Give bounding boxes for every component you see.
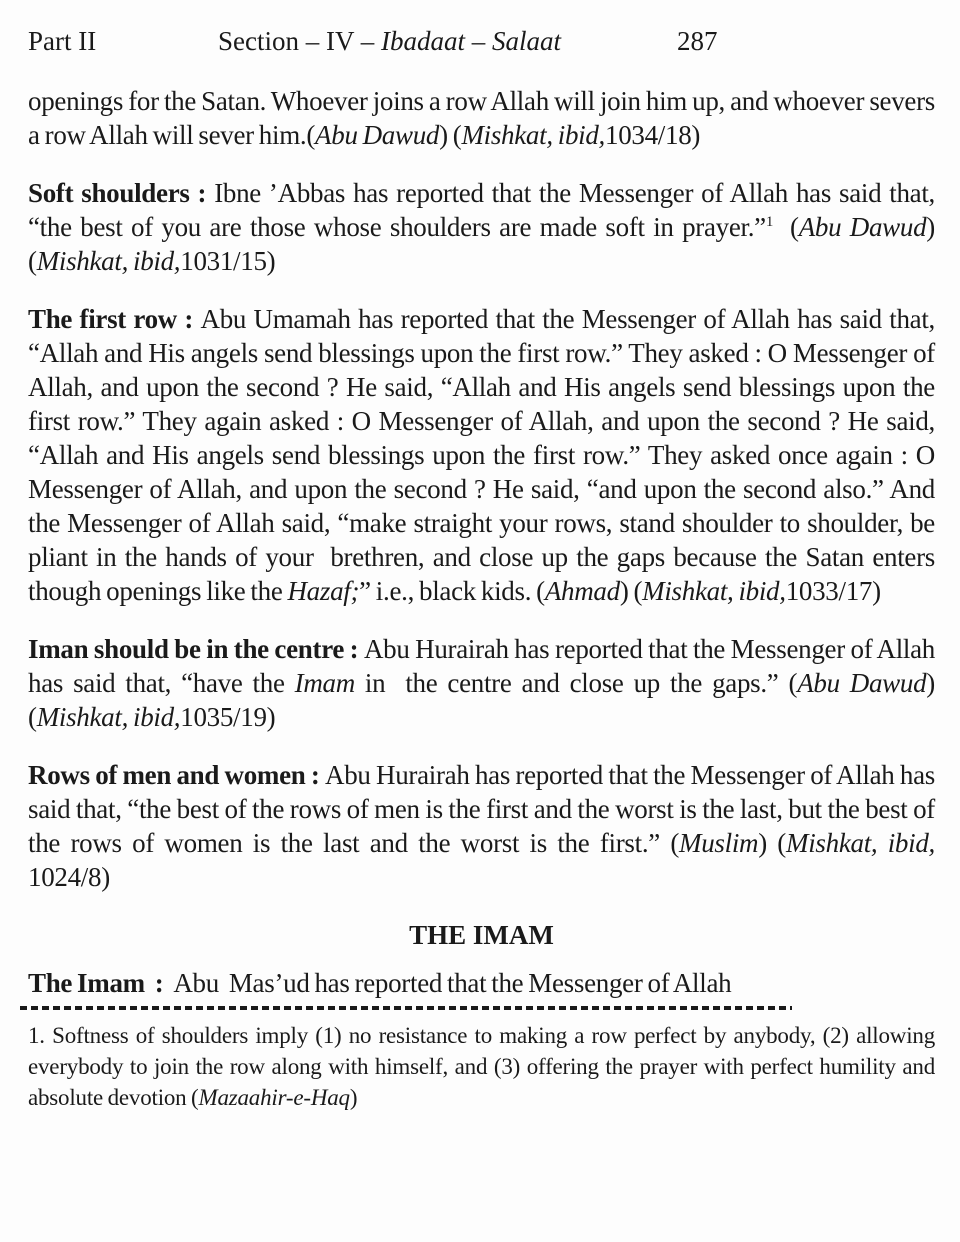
header-section-italic: Ibadaat – Salaat	[381, 26, 561, 56]
paragraph-soft-shoulders	[28, 176, 935, 278]
section-heading-the-imam: THE IMAM	[409, 920, 554, 950]
text-run: Hazaf;	[287, 576, 360, 606]
text-run: Abu Dawud	[798, 212, 927, 242]
paragraph-first-row	[28, 302, 935, 608]
text-run: 1033/17)	[785, 576, 881, 606]
footnote-text	[28, 1020, 935, 1113]
text-run: in the centre and close up the gaps.” (	[354, 668, 798, 698]
paragraph-iman-centre	[28, 632, 935, 734]
text-run: Abu Hurairah has reported that the Messenger of Allah has said that, “have the	[28, 634, 936, 698]
text-run: Mishkat, ibid,	[461, 120, 605, 150]
text-run: 1031/15)	[180, 246, 276, 276]
text-run: ) (	[28, 668, 935, 732]
text-run: Muslim	[679, 828, 759, 858]
text-run: Soft shoulders :	[28, 178, 215, 208]
text-run: Rows of men and women :	[28, 760, 325, 790]
page-body	[28, 84, 935, 1113]
text-run: ) (	[28, 212, 935, 276]
text-run: (	[773, 212, 799, 242]
text-run: Abu Mas’ud has reported that the Messenger of Allah	[168, 968, 732, 998]
text-run: Mishkat, ibid,	[786, 828, 935, 858]
text-run: Mishkat, ibid,	[642, 576, 786, 606]
footnote-separator	[20, 1006, 792, 1010]
paragraph-rows-men-women	[28, 758, 935, 894]
text-run: Imam	[294, 668, 355, 698]
text-run: Mazaahir-e-Haq	[198, 1085, 350, 1110]
text-run: ” i.e., black kids. (	[359, 576, 545, 606]
text-run: Ahmad	[544, 576, 620, 606]
text-run: 1. Softness of shoulders imply (1) no resistance to making a row perfect by anybody, (2) allowing everybody to join the row along with himself, and (3) offering the prayer with perfect humility and absolute devotion (	[28, 1023, 935, 1110]
text-run: Ibne ’Abbas has reported that the Messenger of Allah has said that, “the best of you are those whose shoulders are made soft in prayer.”	[28, 178, 935, 242]
text-run: Abu Hurairah has reported that the Messenger of Allah has said that, “the best of the rows of men is the first and the worst is the last, but the best of the rows of women is the last and the worst is the first.” (	[28, 760, 935, 858]
header-section-prefix: Section – IV –	[218, 26, 381, 56]
paragraph-the-imam	[28, 966, 935, 1000]
text-run: Abu Dawud	[315, 120, 440, 150]
text-run: ) (	[619, 576, 643, 606]
text-run: ) (	[758, 828, 787, 858]
text-run: Abu Umamah has reported that the Messenger of Allah has said that, “Allah and His angels send blessings upon the first row.” They asked : O Messenger of Allah, and upon the second ? He said, “Allah and His angels send blessings upon the first row.” They again asked : O Messenger of Allah, and upon the second ? He said, “Allah and His angels send blessings upon the first row.” They asked once again : O Messenger of Allah, and upon the second ? He said, “and upon the second also.” And the Messenger of Allah said, “make straight your rows, stand shoulder to shoulder, be pliant in the hands of your brethren, and close up the gaps because the Satan enters though openings like the	[28, 304, 936, 606]
text-run: The first row :	[28, 304, 201, 334]
text-run: Iman should be in the centre :	[28, 634, 364, 664]
text-run: )	[349, 1085, 358, 1110]
header-part-label: Part II	[28, 26, 97, 56]
text-run: 1034/18)	[605, 120, 701, 150]
text-run: ) (	[439, 120, 462, 150]
text-run: Mishkat, ibid,	[36, 702, 181, 732]
text-run: Mishkat, ibid,	[36, 246, 181, 276]
page-number: 287	[677, 26, 718, 56]
text-run: Abu Dawud	[797, 668, 927, 698]
text-run: 1035/19)	[180, 702, 276, 732]
text-run: 1	[765, 214, 774, 230]
page-header	[28, 24, 935, 58]
text-run: The Imam :	[28, 968, 169, 998]
paragraph-continuation	[28, 84, 935, 152]
text-run: openings for the Satan. Whoever joins a row Allah will join him up, and whoever severs a row Allah will sever him.(	[28, 86, 935, 150]
header-section-title	[218, 24, 561, 58]
text-run: 1024/8)	[28, 862, 110, 892]
